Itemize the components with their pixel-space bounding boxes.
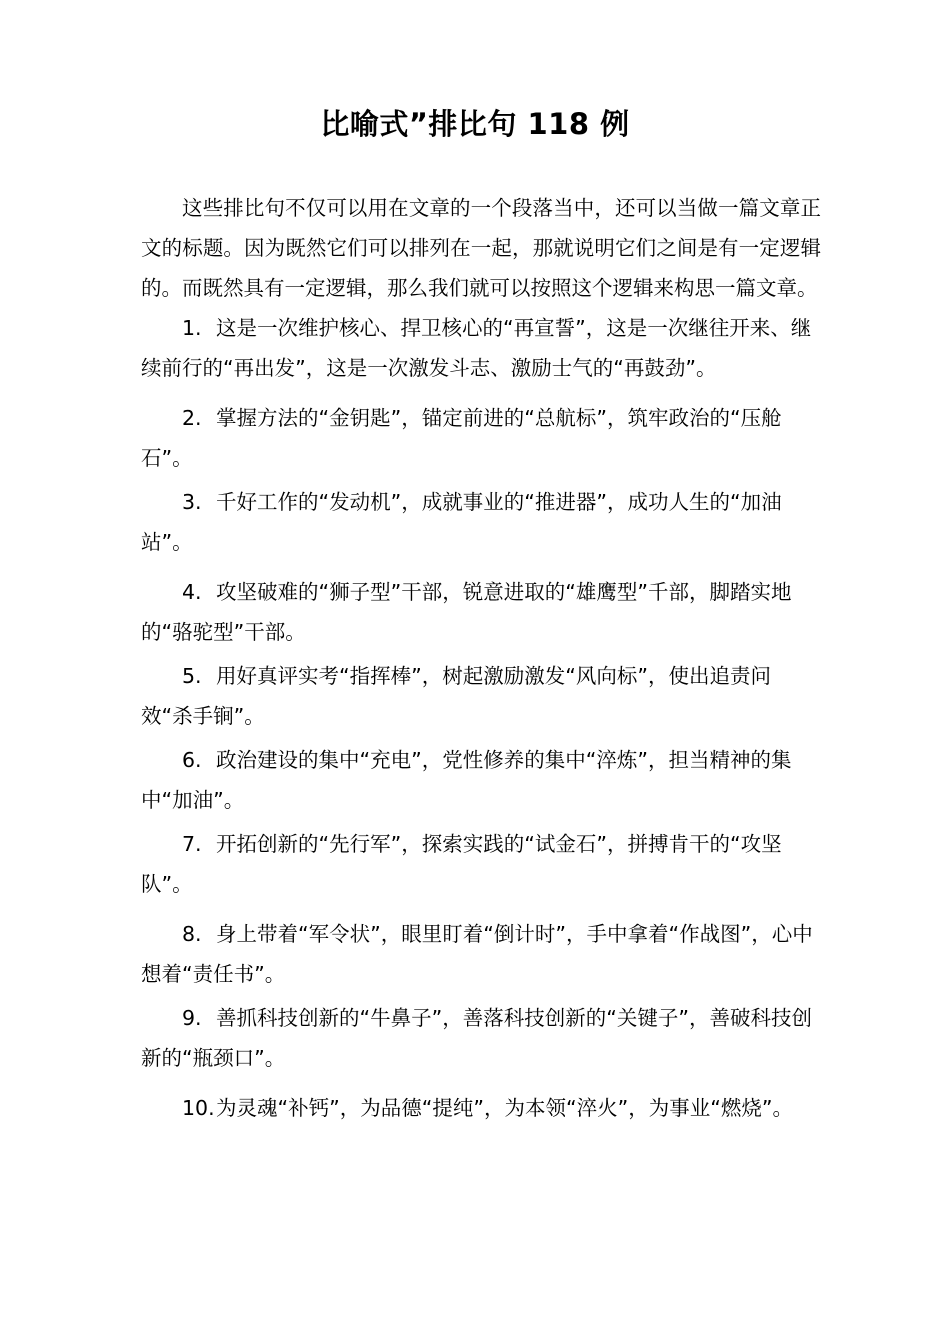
item-number: 10. xyxy=(182,1096,215,1120)
item-number: 8. xyxy=(182,922,202,946)
list-item xyxy=(141,1088,821,1128)
item-number: 9. xyxy=(182,1006,202,1030)
item-text: 攻坚破难的“狮子型”干部，锐意进取的“雄鹰型”千部，脚踏实地的“骆驼型”干部。 xyxy=(141,580,792,644)
item-number: 6. xyxy=(182,748,202,772)
list-item xyxy=(141,740,821,820)
list-item xyxy=(141,308,821,388)
list-item xyxy=(141,998,821,1078)
item-text: 身上带着“军令状”，眼里盯着“倒计时”，手中拿着“作战图”，心中想着“责任书”。 xyxy=(141,922,813,986)
item-text: 用好真评实考“指挥棒”，树起激励激发“风向标”，使出追责问效“杀手锏”。 xyxy=(141,664,771,728)
intro-paragraph: 这些排比句不仅可以用在文章的一个段落当中，还可以当做一篇文章正文的标题。因为既然它们可以排列在一起，那就说明它们之间是有一定逻辑的。而既然具有一定逻辑，那么我们就可以按照这个逻辑来构思一篇文章。 xyxy=(141,196,821,300)
item-number: 3. xyxy=(182,490,202,514)
item-number: 2. xyxy=(182,406,202,430)
item-text: 掌握方法的“金钥匙”，锚定前进的“总航标”，筑牢政治的“压舱石”。 xyxy=(141,406,782,470)
list-item xyxy=(141,824,821,904)
item-number: 5. xyxy=(182,664,202,688)
document-title: 比喻式”排比句 118 例 xyxy=(320,107,630,141)
item-text: 开拓创新的“先行军”，探索实践的“试金石”，拼搏肯干的“攻坚队”。 xyxy=(141,832,782,896)
item-text: 为灵魂“补钙”，为品德“提纯”，为本领“淬火”，为事业“燃烧”。 xyxy=(216,1096,793,1120)
item-number: 7. xyxy=(182,832,202,856)
list-item xyxy=(141,656,821,736)
list-item xyxy=(141,398,821,478)
list-item xyxy=(141,482,821,562)
list-item xyxy=(141,914,821,994)
item-number: 1. xyxy=(182,316,202,340)
list-item xyxy=(141,572,821,652)
item-text: 善抓科技创新的“牛鼻子”，善落科技创新的“关键子”，善破科技创新的“瓶颈口”。 xyxy=(141,1006,812,1070)
document-body xyxy=(141,188,821,1128)
item-number: 4. xyxy=(182,580,202,604)
item-text: 政治建设的集中“充电”，党性修养的集中“淬炼”，担当精神的集中“加油”。 xyxy=(141,748,792,812)
item-text: 千好工作的“发动机”，成就事业的“推进器”，成功人生的“加油站”。 xyxy=(141,490,782,554)
item-text: 这是一次维护核心、捍卫核心的“再宣誓”，这是一次继往开来、继续前行的“再出发”，这是一次激发斗志、激励士气的“再鼓劲”。 xyxy=(141,316,812,380)
